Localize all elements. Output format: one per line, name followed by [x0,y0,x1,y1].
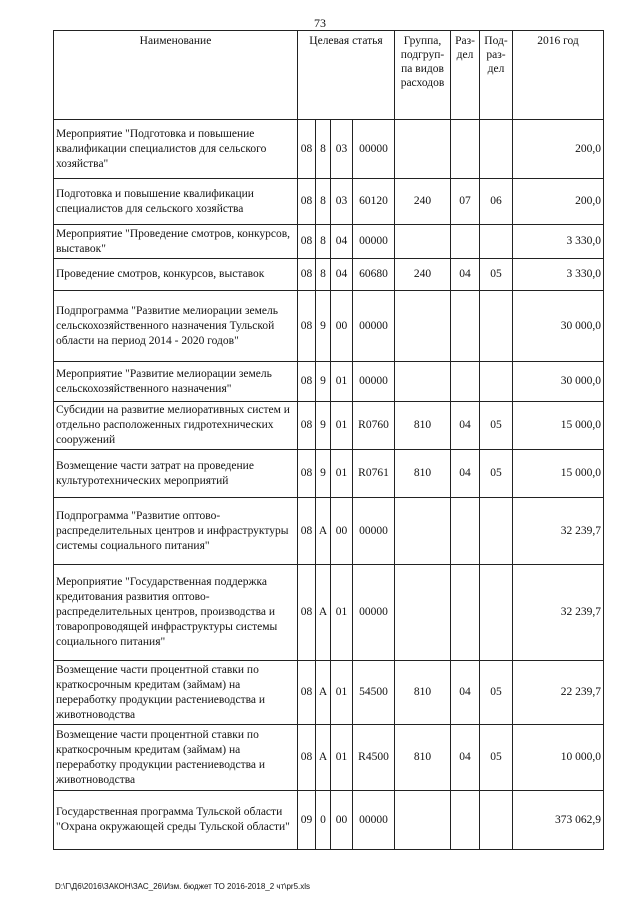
expense-group [395,498,451,565]
target-code-direction: 00000 [353,565,395,661]
row-name: Подготовка и повышение квалификации специалистов для сельского хозяйства [54,179,298,225]
target-code-direction: 00000 [353,498,395,565]
header-subsection: Под-раз-дел [480,31,513,120]
header-group: Группа, подгруп-па видов расходов [395,31,451,120]
expense-group [395,291,451,362]
section-code [451,225,480,259]
row-name: Мероприятие "Государственная поддержка кредитования развития оптово-распределительных центров, производства и товаропроводящей инфраструктуры системы социального питания" [54,565,298,661]
target-code-direction: 00000 [353,291,395,362]
section-code: 04 [451,661,480,725]
target-code-direction: 54500 [353,661,395,725]
expense-group: 810 [395,450,451,498]
target-code-program: 08 [298,725,316,791]
target-code-program: 08 [298,120,316,179]
header-name: Наименование [54,31,298,120]
section-code: 04 [451,259,480,291]
table-row [54,179,604,225]
header-year: 2016 год [513,31,604,120]
target-code-program: 09 [298,791,316,850]
target-code-subprogram: 0 [316,791,331,850]
expense-group [395,791,451,850]
expense-group [395,362,451,402]
target-code-direction: 60120 [353,179,395,225]
row-name: Мероприятие "Подготовка и повышение квалификации специалистов для сельского хозяйства" [54,120,298,179]
subsection-code [480,498,513,565]
subsection-code [480,120,513,179]
table-row [54,120,604,179]
amount-2016: 30 000,0 [513,291,604,362]
target-code-event: 03 [331,179,353,225]
target-code-event: 00 [331,498,353,565]
subsection-code: 05 [480,725,513,791]
subsection-code [480,791,513,850]
table-row [54,450,604,498]
target-code-direction: 60680 [353,259,395,291]
section-code: 04 [451,402,480,450]
target-code-program: 08 [298,498,316,565]
target-code-event: 04 [331,259,353,291]
target-code-subprogram: А [316,498,331,565]
target-code-event: 04 [331,225,353,259]
amount-2016: 15 000,0 [513,450,604,498]
table-row [54,498,604,565]
row-name: Возмещение части затрат на проведение культуротехнических мероприятий [54,450,298,498]
target-code-direction: R0761 [353,450,395,498]
target-code-event: 01 [331,661,353,725]
amount-2016: 200,0 [513,120,604,179]
expense-group: 810 [395,661,451,725]
target-code-subprogram: А [316,565,331,661]
target-code-direction: 00000 [353,225,395,259]
row-name: Возмещение части процентной ставки по краткосрочным кредитам (займам) на переработку продукции растениеводства и животноводства [54,661,298,725]
target-code-direction: R0760 [353,402,395,450]
amount-2016: 10 000,0 [513,725,604,791]
target-code-event: 00 [331,291,353,362]
table-row [54,725,604,791]
page-number: 73 [314,16,326,30]
amount-2016: 3 330,0 [513,259,604,291]
target-code-program: 08 [298,225,316,259]
subsection-code [480,291,513,362]
row-name: Мероприятие "Развитие мелиорации земель сельскохозяйственного назначения" [54,362,298,402]
amount-2016: 373 062,9 [513,791,604,850]
target-code-subprogram: 9 [316,291,331,362]
section-code [451,498,480,565]
expense-group [395,565,451,661]
target-code-event: 00 [331,791,353,850]
target-code-event: 01 [331,362,353,402]
target-code-subprogram: А [316,725,331,791]
target-code-subprogram: А [316,661,331,725]
section-code [451,291,480,362]
row-name: Субсидии на развитие мелиоративных систем и отдельно расположенных гидротехнических сооружений [54,402,298,450]
header-target: Целевая статья [298,31,395,120]
target-code-direction: 00000 [353,791,395,850]
expense-group [395,120,451,179]
subsection-code [480,362,513,402]
target-code-program: 08 [298,362,316,402]
target-code-subprogram: 8 [316,120,331,179]
target-code-program: 08 [298,402,316,450]
table-row [54,259,604,291]
target-code-subprogram: 9 [316,362,331,402]
table-row [54,225,604,259]
table-row [54,362,604,402]
target-code-subprogram: 8 [316,179,331,225]
row-name: Возмещение части процентной ставки по краткосрочным кредитам (займам) на переработку продукции растениеводства и животноводства [54,725,298,791]
target-code-event: 01 [331,565,353,661]
target-code-subprogram: 9 [316,402,331,450]
target-code-event: 01 [331,450,353,498]
target-code-program: 08 [298,291,316,362]
table-row [54,291,604,362]
header-row [54,31,604,120]
target-code-event: 01 [331,402,353,450]
amount-2016: 3 330,0 [513,225,604,259]
subsection-code [480,565,513,661]
target-code-program: 08 [298,259,316,291]
target-code-subprogram: 9 [316,450,331,498]
expense-group [395,225,451,259]
row-name: Подпрограмма "Развитие мелиорации земель сельскохозяйственного назначения Тульской области на период 2014 - 2020 годов" [54,291,298,362]
target-code-subprogram: 8 [316,259,331,291]
target-code-program: 08 [298,179,316,225]
amount-2016: 30 000,0 [513,362,604,402]
subsection-code: 05 [480,450,513,498]
section-code: 04 [451,725,480,791]
table-row [54,661,604,725]
expense-group: 240 [395,179,451,225]
expense-group: 810 [395,402,451,450]
target-code-program: 08 [298,450,316,498]
target-code-event: 03 [331,120,353,179]
section-code: 04 [451,450,480,498]
expense-group: 810 [395,725,451,791]
row-name: Проведение смотров, конкурсов, выставок [54,259,298,291]
section-code [451,120,480,179]
table-row [54,565,604,661]
subsection-code: 05 [480,402,513,450]
section-code: 07 [451,179,480,225]
subsection-code: 05 [480,661,513,725]
section-code [451,362,480,402]
section-code [451,565,480,661]
target-code-program: 08 [298,661,316,725]
amount-2016: 32 239,7 [513,565,604,661]
amount-2016: 200,0 [513,179,604,225]
target-code-subprogram: 8 [316,225,331,259]
section-code [451,791,480,850]
subsection-code: 06 [480,179,513,225]
target-code-program: 08 [298,565,316,661]
row-name: Подпрограмма "Развитие оптово-распределительных центров и инфраструктуры системы социального питания" [54,498,298,565]
subsection-code [480,225,513,259]
subsection-code: 05 [480,259,513,291]
table-row [54,402,604,450]
target-code-direction: 00000 [353,120,395,179]
table-row [54,791,604,850]
amount-2016: 15 000,0 [513,402,604,450]
header-section: Раз-дел [451,31,480,120]
target-code-direction: 00000 [353,362,395,402]
target-code-direction: R4500 [353,725,395,791]
amount-2016: 32 239,7 [513,498,604,565]
row-name: Мероприятие "Проведение смотров, конкурсов, выставок" [54,225,298,259]
amount-2016: 22 239,7 [513,661,604,725]
file-path-footer: D:\Г\Д6\2016\ЗАКОН\ЗАС_26\Изм. бюджет ТО 2016-2018_2 чт\pr5.xls [55,882,311,891]
row-name: Государственная программа Тульской области "Охрана окружающей среды Тульской области" [54,791,298,850]
budget-table [53,30,604,850]
expense-group: 240 [395,259,451,291]
target-code-event: 01 [331,725,353,791]
